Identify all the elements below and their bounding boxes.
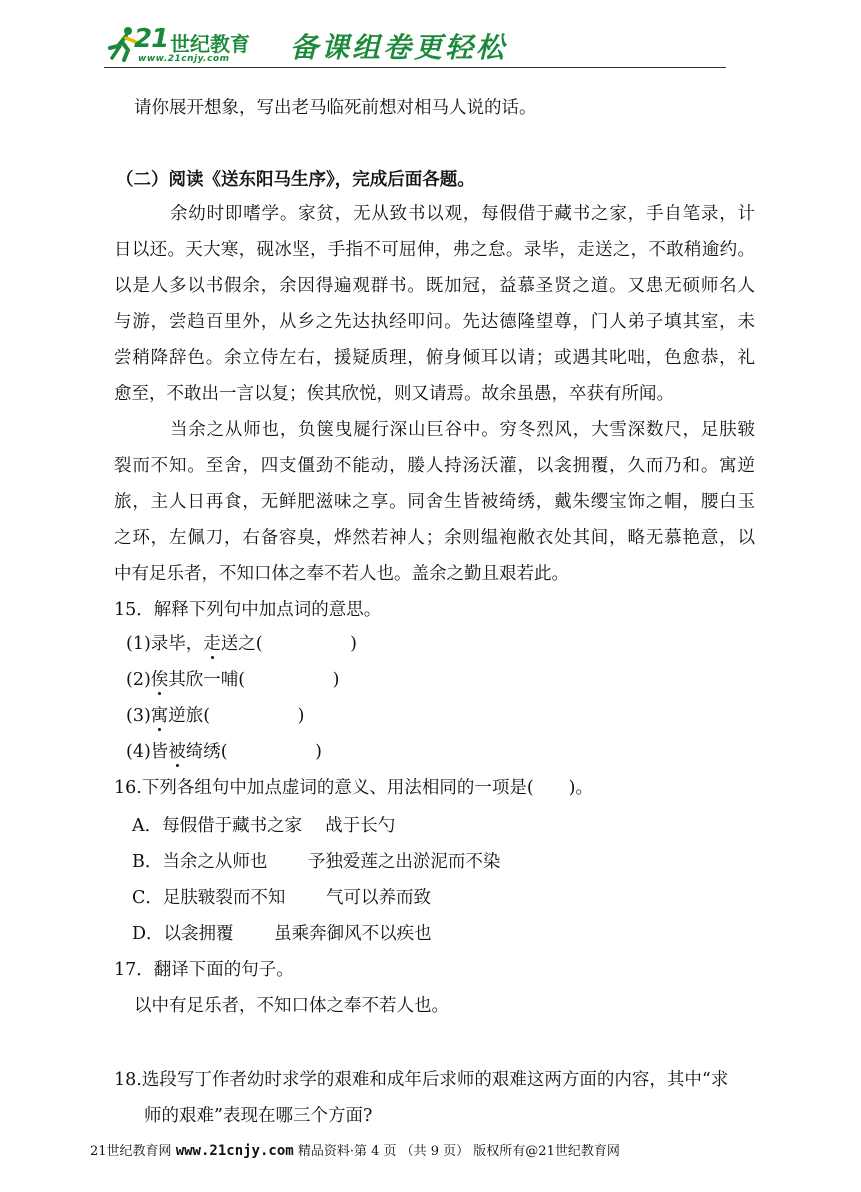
logo-text: 世纪教育: [170, 32, 250, 56]
question-16-option-a: A．每假借于藏书之家 战于长勺: [132, 816, 396, 836]
intro-question: 请你展开想象，写出老马临死前想对相马人说的话。: [134, 98, 537, 118]
dotted-word: 被: [168, 742, 186, 762]
passage-line: 余幼时即嗜学。家贫，无从致书以观，每假借于藏书之家，手自笔录，计: [170, 204, 755, 224]
footer-left: 21世纪教育网: [90, 1144, 172, 1159]
question-16-option-b: B．当余之从师也 予独爱莲之出淤泥而不染: [132, 852, 501, 872]
page-header: [104, 22, 726, 70]
passage-line: 日以还。天大寒，砚冰坚，手指不可屈伸，弗之怠。录毕，走送之，不敢稍逾约。: [114, 240, 755, 260]
question-17-sentence: 以中有足乐者，不知口体之奉不若人也。: [134, 996, 449, 1016]
passage-line: 以是人多以书假余，余因得遍观群书。既加冠，益慕圣贤之道。又患无硕师名人: [114, 276, 755, 296]
dotted-word: 走: [203, 634, 221, 654]
logo-url: www.21cnjy.com: [138, 54, 230, 64]
question-15-item: (4)皆被绮绣( ): [126, 742, 322, 762]
logo-number: 21: [134, 24, 169, 54]
passage-line: 裂而不知。至舍，四支僵劲不能动，媵人持汤沃灌，以衾拥覆，久而乃和。寓逆: [114, 456, 755, 476]
question-18-line: 师的艰难”表现在哪三个方面?: [144, 1106, 373, 1126]
question-18-line: 18.选段写丁作者幼时求学的艰难和成年后求师的艰难这两方面的内容，其中“求: [114, 1070, 729, 1090]
question-17-stem: 17．翻译下面的句子。: [114, 960, 294, 980]
question-16-stem: 16.下列各组句中加点虚词的意义、用法相同的一项是( )。: [114, 778, 593, 798]
passage-line: 愈至，不敢出一言以复；俟其欣悦，则又请焉。故余虽愚，卒获有所闻。: [114, 384, 674, 404]
question-15-item: (2)俟其欣一哺( ): [126, 670, 340, 690]
passage-line: 旅，主人日再食，无鲜肥滋味之享。同舍生皆被绮绣，戴朱缨宝饰之帽，腰白玉: [114, 492, 755, 512]
dotted-word: 寓: [150, 706, 169, 726]
passage-line: 与游，尝趋百里外，从乡之先达执经叩问。先达德隆望尊，门人弟子填其室，未: [114, 312, 755, 332]
header-slogan: 备课组卷更轻松: [290, 31, 508, 64]
question-15-stem: 15．解释下列句中加点词的意思。: [114, 600, 382, 620]
section-title: （二）阅读《送东阳马生序》，完成后面各题。: [116, 170, 475, 190]
dotted-word: 俟: [150, 670, 169, 690]
question-15-item: (3)寓逆旅( ): [126, 706, 305, 726]
question-16-option-d: D．以衾拥覆 虽乘奔御风不以疾也: [132, 924, 432, 944]
footer-right: 精品资料·第 4 页 （共 9 页） 版权所有@21世纪教育网: [297, 1144, 620, 1159]
question-16-option-c: C．足肤皲裂而不知 气可以养而致: [132, 888, 431, 908]
footer-site-link[interactable]: www.21cnjy.com: [175, 1143, 294, 1159]
page-footer: [90, 1140, 620, 1159]
passage-line: 当余之从师也，负箧曳屣行深山巨谷中。穷冬烈风，大雪深数尺，足肤皲: [170, 420, 755, 440]
header-divider: [104, 67, 726, 68]
passage-line: 之环，左佩刀，右备容臭，烨然若神人；余则缊袍敝衣处其间，略无慕艳意，以: [114, 528, 755, 548]
passage-line: 尝稍降辞色。余立侍左右，援疑质理，俯身倾耳以请；或遇其叱咄，色愈恭，礼: [114, 348, 755, 368]
question-15-item: (1)录毕，走送之( ): [126, 634, 357, 654]
passage-line: 中有足乐者，不知口体之奉不若人也。盖余之勤且艰若此。: [114, 564, 569, 584]
